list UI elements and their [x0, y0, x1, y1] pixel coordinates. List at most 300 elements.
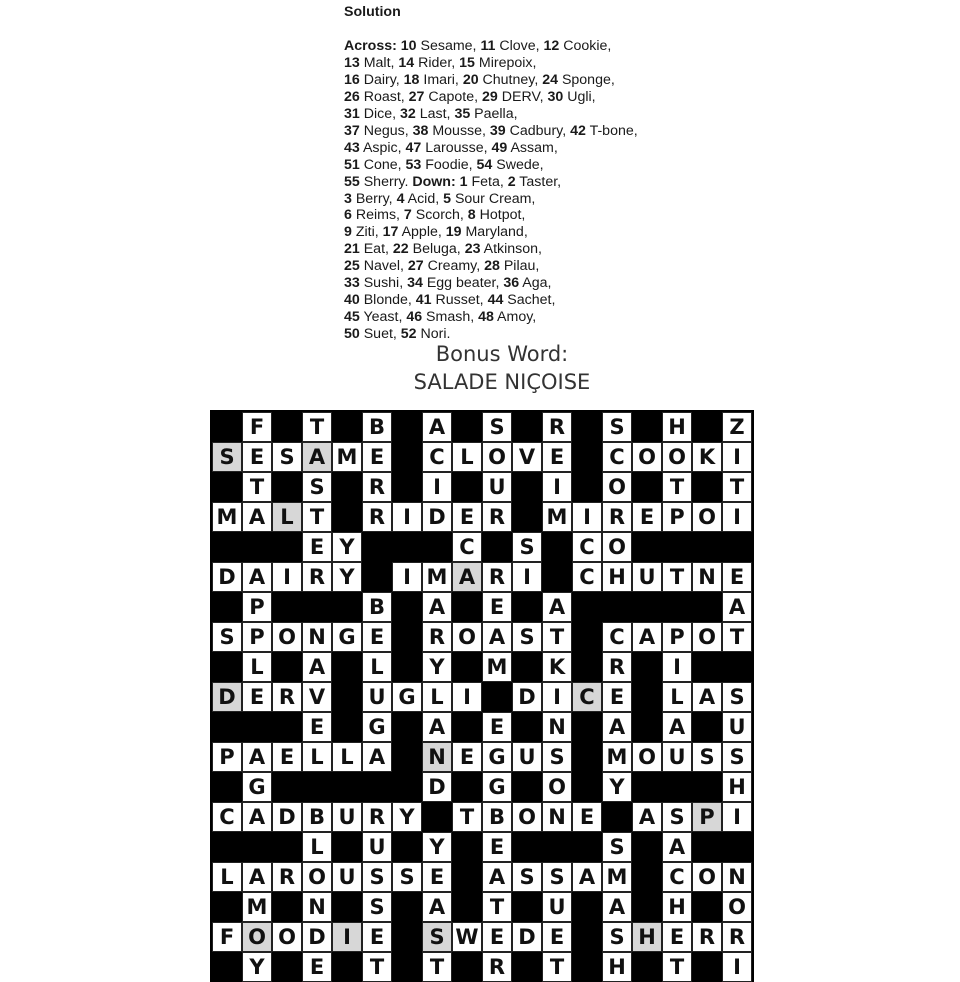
letter-cell: U: [362, 682, 392, 712]
letter-cell: E: [422, 862, 452, 892]
black-square: [392, 712, 422, 742]
letter-cell: E: [242, 442, 272, 472]
letter-cell: C: [422, 442, 452, 472]
letter-cell: U: [722, 712, 752, 742]
clue-number: 14: [398, 54, 415, 71]
solution-line: [344, 106, 764, 123]
solution-line: [344, 55, 764, 72]
letter-cell: U: [362, 832, 392, 862]
letter-cell: S: [362, 892, 392, 922]
black-square: [272, 532, 302, 562]
black-square: [572, 772, 602, 802]
letter-cell: D: [422, 502, 452, 532]
letter-cell: S: [542, 742, 572, 772]
letter-cell: U: [512, 742, 542, 772]
clue-answer: Cone,: [359, 156, 406, 173]
letter-cell: I: [662, 652, 692, 682]
black-square: [572, 742, 602, 772]
letter-cell: I: [542, 472, 572, 502]
clue-answer: Scorch,: [411, 207, 468, 224]
letter-cell: G: [362, 712, 392, 742]
clue-answer: Larousse,: [421, 139, 492, 156]
letter-cell: E: [482, 592, 512, 622]
clue-number: 51: [344, 156, 360, 173]
letter-cell: M: [482, 652, 512, 682]
letter-cell: P: [242, 622, 272, 652]
letter-cell: B: [362, 412, 392, 442]
letter-cell: E: [542, 442, 572, 472]
black-square: [512, 892, 542, 922]
letter-cell: O: [542, 772, 572, 802]
black-square: [692, 472, 722, 502]
letter-cell: A: [242, 742, 272, 772]
letter-cell: M: [602, 742, 632, 772]
clue-answer: Hotpot,: [475, 207, 526, 224]
clue-answer: Suet,: [359, 326, 401, 343]
black-square: [632, 472, 662, 502]
black-square: [602, 592, 632, 622]
clue-answer: Pilau,: [499, 258, 540, 275]
solution-line: [344, 89, 764, 106]
letter-cell: D: [272, 802, 302, 832]
clue-answer: Aspic,: [359, 139, 406, 156]
black-square: [632, 712, 662, 742]
black-square: [572, 952, 602, 982]
bonus-letter-cell: D: [212, 682, 242, 712]
letter-cell: L: [662, 682, 692, 712]
black-square: [452, 412, 482, 442]
clue-answer: Malt,: [359, 54, 399, 71]
black-square: [482, 682, 512, 712]
letter-cell: W: [452, 922, 482, 952]
clue-answer: Smash,: [422, 309, 479, 326]
solution-line: [344, 224, 764, 241]
letter-cell: P: [662, 622, 692, 652]
black-square: [242, 832, 272, 862]
letter-cell: R: [692, 922, 722, 952]
letter-cell: L: [452, 442, 482, 472]
black-square: [272, 412, 302, 442]
clue-number: 34: [407, 275, 423, 292]
letter-cell: I: [542, 682, 572, 712]
clue-number: 11: [480, 37, 496, 54]
black-square: [722, 832, 752, 862]
letter-cell: E: [482, 922, 512, 952]
black-square: [392, 892, 422, 922]
black-square: [392, 922, 422, 952]
black-square: [572, 592, 602, 622]
black-square: [722, 652, 752, 682]
letter-cell: A: [422, 592, 452, 622]
solution-line: [344, 309, 764, 326]
black-square: [692, 652, 722, 682]
black-square: [632, 592, 662, 622]
black-square: [452, 652, 482, 682]
black-square: [512, 472, 542, 502]
letter-cell: A: [662, 712, 692, 742]
clue-number: 15: [459, 54, 475, 71]
letter-cell: S: [272, 442, 302, 472]
letter-cell: S: [602, 412, 632, 442]
letter-cell: E: [362, 442, 392, 472]
letter-cell: N: [542, 712, 572, 742]
clue-number: 48: [478, 309, 494, 326]
clue-number: 43: [344, 139, 360, 156]
letter-cell: H: [662, 892, 692, 922]
black-square: [272, 592, 302, 622]
clue-answer: Mirepoix,: [474, 54, 537, 71]
clue-answer: Mousse,: [428, 122, 490, 139]
solution-line: [344, 72, 764, 89]
bonus-letter-cell: S: [212, 442, 242, 472]
letter-cell: I: [392, 502, 422, 532]
letter-cell: T: [662, 562, 692, 592]
letter-cell: S: [212, 622, 242, 652]
letter-cell: H: [602, 562, 632, 592]
black-square: [602, 802, 632, 832]
letter-cell: C: [602, 442, 632, 472]
letter-cell: O: [632, 442, 662, 472]
black-square: [332, 502, 362, 532]
clue-number: 21: [344, 241, 360, 258]
letter-cell: S: [722, 742, 752, 772]
black-square: [362, 772, 392, 802]
letter-cell: T: [722, 472, 752, 502]
letter-cell: O: [632, 742, 662, 772]
clue-answer: Dairy,: [359, 71, 404, 88]
clue-answer: Berry,: [351, 190, 397, 207]
letter-cell: B: [362, 592, 392, 622]
black-square: [632, 412, 662, 442]
letter-cell: R: [482, 952, 512, 982]
black-square: [512, 712, 542, 742]
letter-cell: T: [662, 472, 692, 502]
black-square: [542, 562, 572, 592]
letter-cell: I: [422, 472, 452, 502]
letter-cell: E: [602, 682, 632, 712]
letter-cell: U: [332, 802, 362, 832]
letter-cell: I: [722, 442, 752, 472]
black-square: [272, 892, 302, 922]
clue-number: 27: [408, 88, 425, 105]
letter-cell: E: [482, 832, 512, 862]
clue-number: 18: [403, 71, 420, 88]
letter-cell: N: [692, 562, 722, 592]
clue-answer: Dice,: [359, 105, 400, 122]
solution-body: [344, 38, 764, 343]
letter-cell: E: [452, 742, 482, 772]
letter-cell: E: [272, 742, 302, 772]
clue-number: 42: [570, 122, 586, 139]
clue-answer: Paella,: [470, 105, 518, 122]
clue-number: 8: [467, 207, 476, 224]
clue-number: 44: [487, 292, 504, 309]
bonus-panel: [0, 340, 960, 396]
bonus-letter-cell: H: [632, 922, 662, 952]
letter-cell: S: [722, 682, 752, 712]
black-square: [692, 712, 722, 742]
letter-cell: M: [332, 442, 362, 472]
bonus-letter-cell: N: [422, 742, 452, 772]
letter-cell: S: [512, 532, 542, 562]
letter-cell: A: [422, 412, 452, 442]
letter-cell: M: [212, 502, 242, 532]
bonus-label: Bonus Word:: [435, 342, 569, 366]
letter-cell: P: [242, 592, 272, 622]
black-square: [512, 952, 542, 982]
clue-number: 10: [400, 37, 417, 54]
clue-number: 16: [344, 71, 360, 88]
letter-cell: Y: [242, 952, 272, 982]
letter-cell: Y: [392, 802, 422, 832]
clue-answer: Ugli,: [563, 88, 596, 105]
letter-cell: I: [722, 502, 752, 532]
letter-cell: N: [302, 622, 332, 652]
letter-cell: C: [452, 532, 482, 562]
letter-cell: A: [572, 862, 602, 892]
clue-answer: Apple,: [398, 224, 446, 241]
clue-answer: Sachet,: [503, 292, 556, 309]
letter-cell: H: [722, 772, 752, 802]
black-square: [692, 832, 722, 862]
letter-cell: I: [722, 802, 752, 832]
letter-cell: K: [542, 652, 572, 682]
black-square: [332, 592, 362, 622]
letter-cell: F: [212, 922, 242, 952]
black-square: [212, 652, 242, 682]
letter-cell: D: [302, 922, 332, 952]
black-square: [662, 592, 692, 622]
bonus-letter-cell: S: [422, 922, 452, 952]
black-square: [542, 532, 572, 562]
letter-cell: M: [602, 862, 632, 892]
letter-cell: A: [482, 862, 512, 892]
letter-cell: V: [302, 682, 332, 712]
clue-answer: Foodie,: [421, 156, 477, 173]
black-square: [332, 712, 362, 742]
clue-number: 26: [344, 88, 360, 105]
letter-cell: O: [722, 892, 752, 922]
letter-cell: R: [422, 622, 452, 652]
clue-number: 4: [396, 190, 405, 207]
black-square: [692, 772, 722, 802]
letter-cell: T: [482, 892, 512, 922]
clue-number: 3: [344, 190, 352, 207]
letter-cell: Y: [422, 832, 452, 862]
black-square: [392, 652, 422, 682]
black-square: [692, 592, 722, 622]
letter-cell: T: [542, 622, 572, 652]
clue-answer: Sour Cream,: [451, 190, 536, 207]
letter-cell: L: [242, 652, 272, 682]
letter-cell: C: [602, 622, 632, 652]
clue-number: 40: [344, 292, 360, 309]
letter-cell: S: [392, 862, 422, 892]
letter-cell: O: [692, 862, 722, 892]
black-square: [392, 772, 422, 802]
black-square: [722, 532, 752, 562]
clue-number: 13: [344, 54, 360, 71]
black-square: [422, 532, 452, 562]
letter-cell: I: [392, 562, 422, 592]
letter-cell: A: [422, 712, 452, 742]
letter-cell: C: [662, 862, 692, 892]
letter-cell: A: [542, 592, 572, 622]
black-square: [632, 532, 662, 562]
black-square: [692, 952, 722, 982]
letter-cell: A: [722, 592, 752, 622]
letter-cell: C: [212, 802, 242, 832]
black-square: [452, 472, 482, 502]
black-square: [302, 772, 332, 802]
letter-cell: B: [482, 802, 512, 832]
clue-number: 49: [491, 139, 508, 156]
solution-line: [344, 292, 764, 309]
clue-answer: Negus,: [359, 122, 413, 139]
letter-cell: E: [572, 802, 602, 832]
black-square: [542, 832, 572, 862]
black-square: [392, 532, 422, 562]
black-square: [332, 892, 362, 922]
clue-number: 30: [547, 88, 564, 105]
letter-cell: E: [302, 532, 332, 562]
clue-answer: Cookie,: [559, 37, 612, 54]
black-square: [512, 502, 542, 532]
black-square: [692, 532, 722, 562]
letter-cell: O: [272, 622, 302, 652]
black-square: [512, 772, 542, 802]
letter-cell: G: [242, 772, 272, 802]
letter-cell: M: [542, 502, 572, 532]
black-square: [212, 712, 242, 742]
clue-answer: Rider,: [414, 54, 460, 71]
clue-answer: Aga,: [519, 275, 552, 292]
letter-cell: R: [542, 412, 572, 442]
black-square: [482, 532, 512, 562]
letter-cell: U: [332, 862, 362, 892]
black-square: [512, 832, 542, 862]
clue-answer: Navel,: [359, 258, 408, 275]
letter-cell: B: [302, 802, 332, 832]
letter-cell: E: [302, 712, 332, 742]
solution-line: [344, 241, 764, 258]
clue-answer: Yeast,: [359, 309, 407, 326]
letter-cell: O: [482, 442, 512, 472]
black-square: [242, 712, 272, 742]
letter-cell: T: [542, 952, 572, 982]
black-square: [212, 952, 242, 982]
letter-cell: T: [722, 622, 752, 652]
letter-cell: U: [632, 562, 662, 592]
letter-cell: D: [512, 922, 542, 952]
clue-number: 38: [412, 122, 429, 139]
clue-answer: Atkinson,: [480, 241, 542, 258]
clue-number: 55: [344, 173, 360, 190]
clue-answer: T-bone,: [585, 122, 638, 139]
clue-number: 24: [542, 71, 558, 88]
clue-number: 17: [382, 224, 399, 241]
letter-cell: A: [242, 862, 272, 892]
letter-cell: O: [602, 472, 632, 502]
black-square: [392, 592, 422, 622]
clue-number: 32: [400, 105, 416, 122]
black-square: [662, 532, 692, 562]
letter-cell: E: [482, 712, 512, 742]
solution-line: [344, 207, 764, 224]
clue-number: 25: [344, 258, 360, 275]
letter-cell: R: [482, 502, 512, 532]
black-square: [572, 442, 602, 472]
letter-cell: Y: [602, 772, 632, 802]
letter-cell: A: [242, 502, 272, 532]
letter-cell: I: [512, 562, 542, 592]
solution-line: [344, 275, 764, 292]
clue-answer: Russet,: [431, 292, 488, 309]
clue-answer: Eat,: [359, 241, 393, 258]
black-square: [632, 892, 662, 922]
letter-cell: E: [662, 922, 692, 952]
letter-cell: T: [422, 952, 452, 982]
clue-answer: Roast,: [359, 88, 409, 105]
clue-number: 1: [459, 173, 468, 190]
black-square: [212, 832, 242, 862]
letter-cell: C: [572, 532, 602, 562]
clue-answer: DERV,: [497, 88, 548, 105]
letter-cell: E: [542, 922, 572, 952]
black-square: [332, 682, 362, 712]
bonus-letter-cell: O: [242, 922, 272, 952]
clue-number: 7: [403, 207, 412, 224]
letter-cell: A: [242, 802, 272, 832]
letter-cell: E: [242, 682, 272, 712]
black-square: [392, 952, 422, 982]
letter-cell: C: [572, 562, 602, 592]
black-square: [392, 412, 422, 442]
black-square: [422, 802, 452, 832]
letter-cell: I: [272, 562, 302, 592]
black-square: [212, 412, 242, 442]
clue-number: 31: [344, 105, 360, 122]
clue-answer: Sesame,: [416, 37, 481, 54]
clue-answer: Sherry.: [359, 173, 413, 190]
clue-answer: Taster,: [515, 173, 562, 190]
letter-cell: Y: [332, 532, 362, 562]
clue-number: 20: [462, 71, 479, 88]
solution-line: [344, 174, 764, 191]
bonus-letter-cell: A: [302, 442, 332, 472]
letter-cell: S: [362, 862, 392, 892]
clue-answer: Creamy,: [423, 258, 485, 275]
letter-cell: O: [662, 442, 692, 472]
clue-number: 22: [392, 241, 409, 258]
solution-line: [344, 258, 764, 275]
letter-cell: R: [272, 682, 302, 712]
letter-cell: L: [212, 862, 242, 892]
black-square: [392, 442, 422, 472]
clue-number: 23: [464, 241, 481, 258]
solution-line: [344, 140, 764, 157]
letter-cell: L: [302, 742, 332, 772]
clue-number: 19: [445, 224, 462, 241]
letter-cell: E: [722, 562, 752, 592]
letter-cell: R: [482, 562, 512, 592]
letter-cell: D: [422, 772, 452, 802]
letter-cell: A: [302, 652, 332, 682]
letter-cell: O: [272, 922, 302, 952]
solution-line: [344, 157, 764, 174]
clue-number: 28: [484, 258, 500, 275]
black-square: [392, 472, 422, 502]
